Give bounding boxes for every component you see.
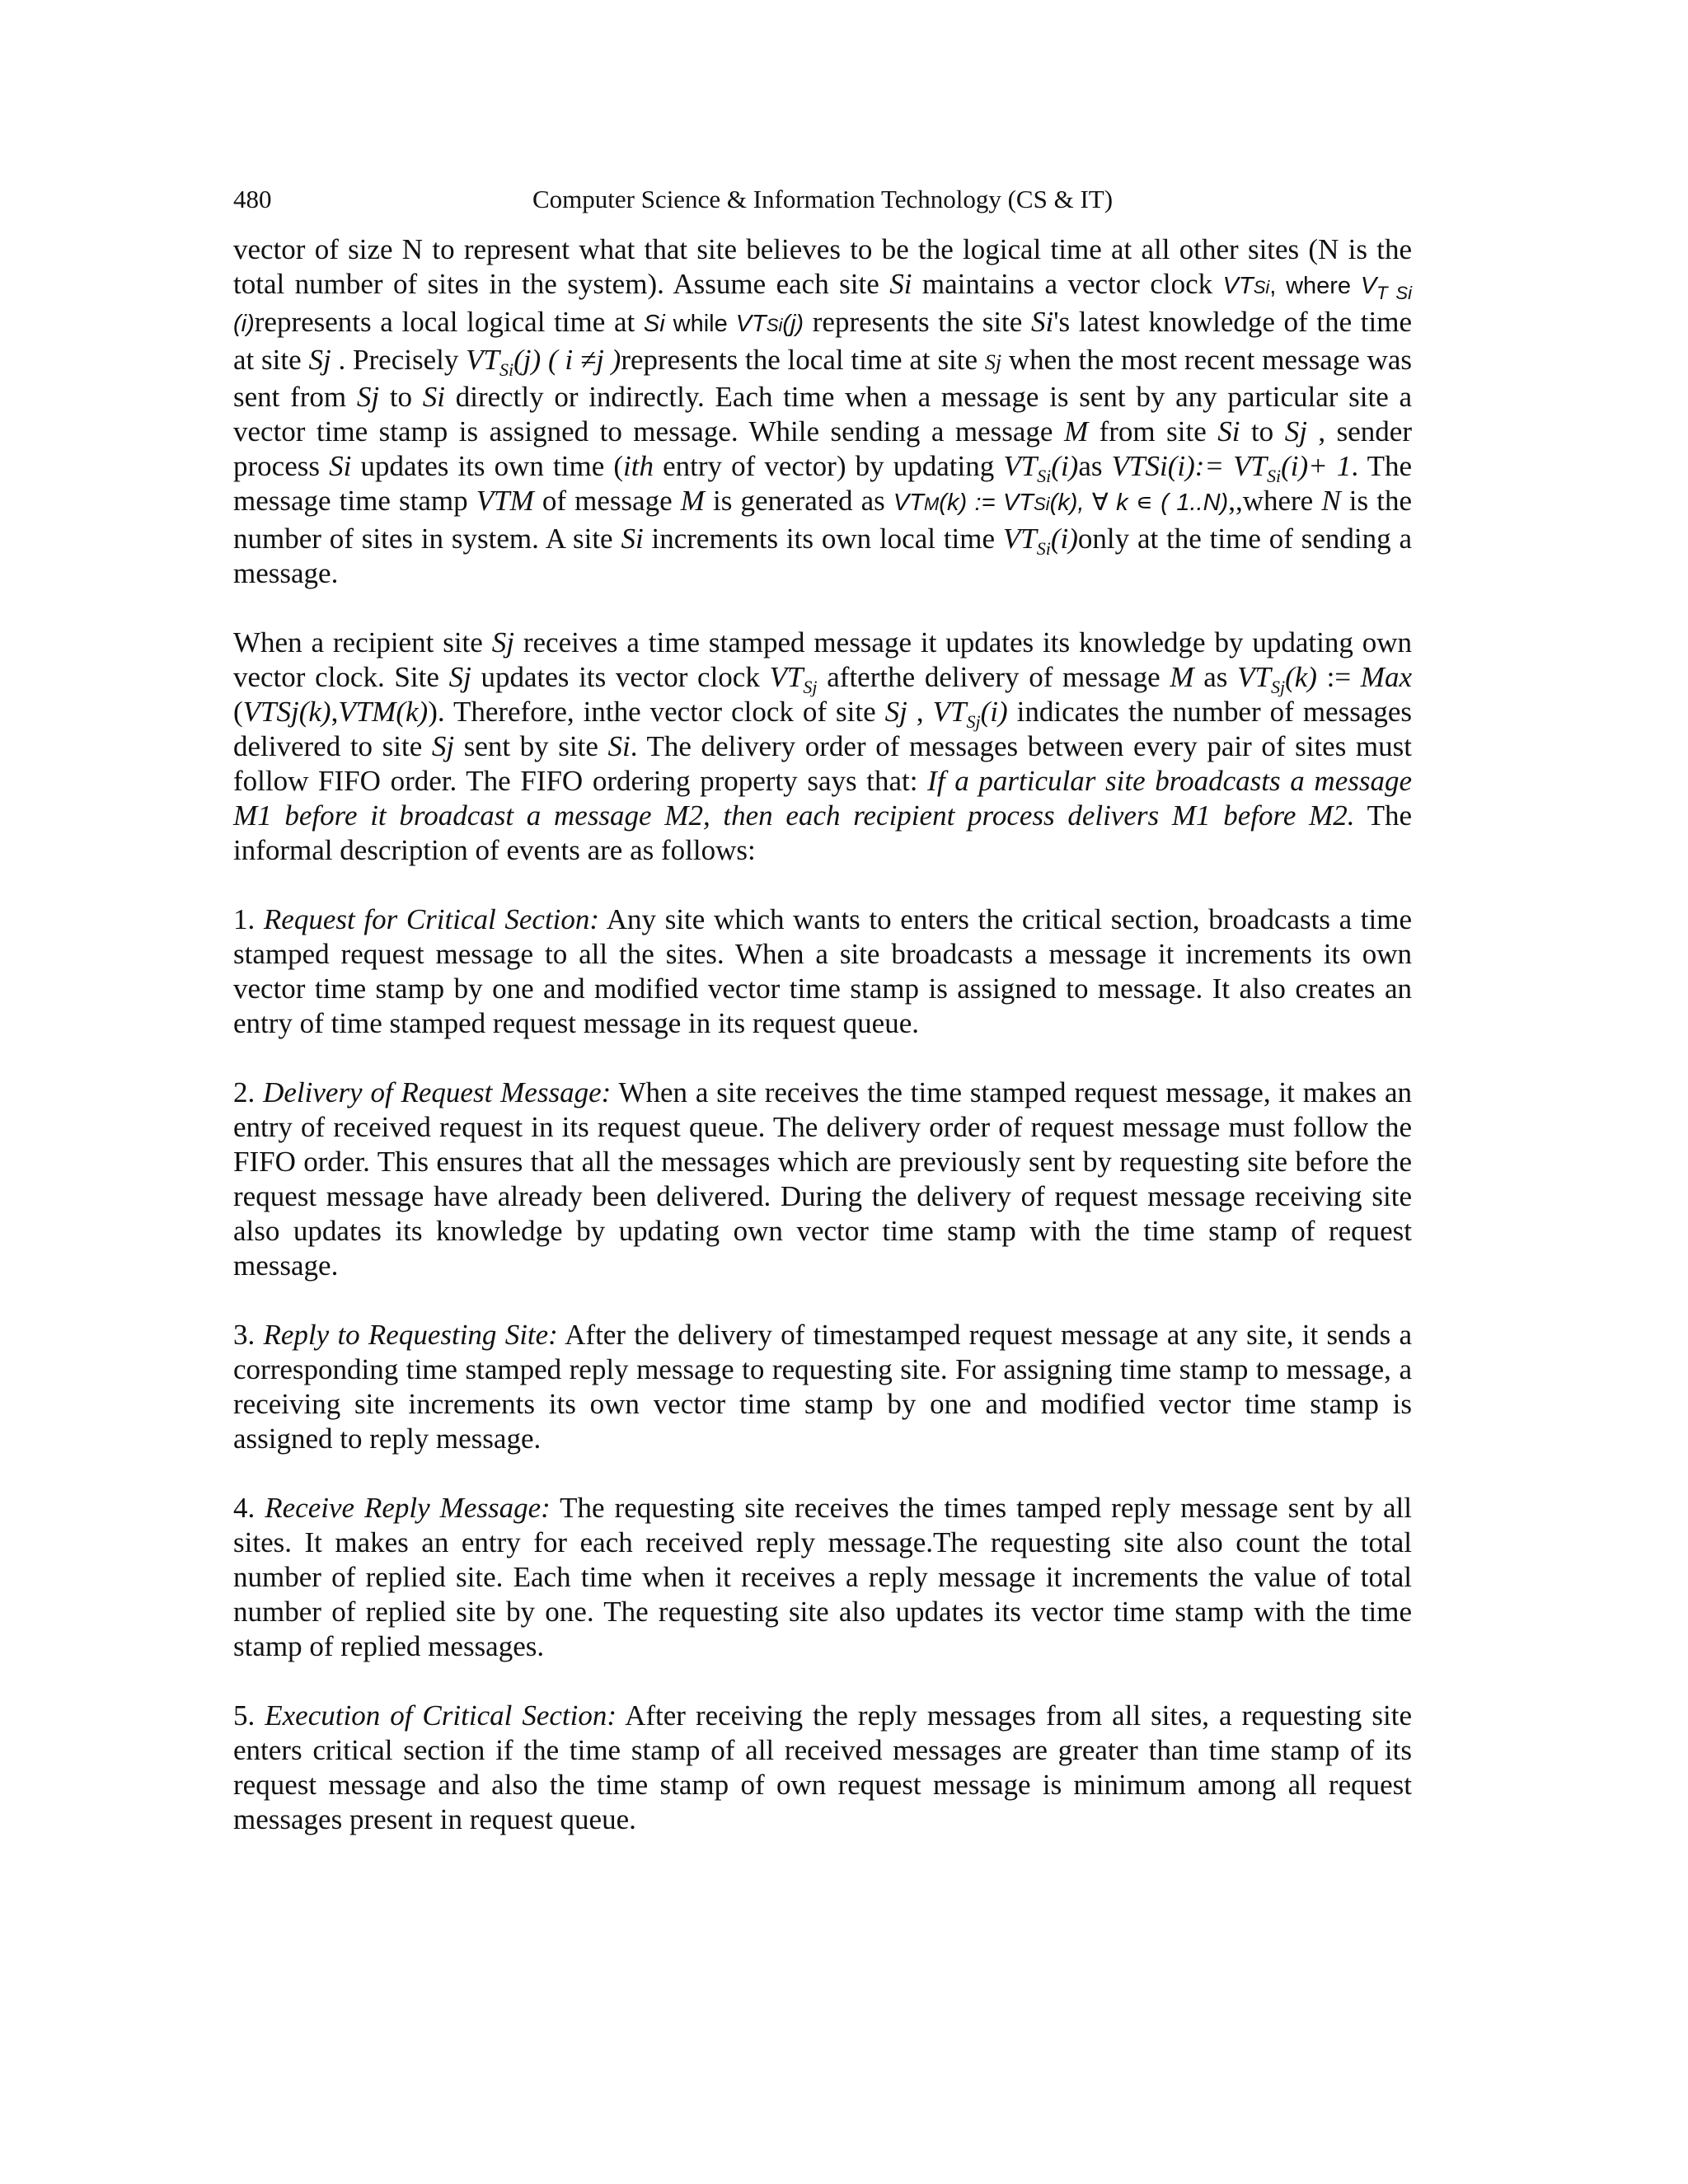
text-run: , xyxy=(331,696,339,728)
math-term xyxy=(893,490,1228,516)
math-term: VTM xyxy=(476,485,534,517)
paragraph-recipient-site xyxy=(233,626,1412,868)
math-term xyxy=(466,344,621,380)
math-term xyxy=(932,696,1008,732)
item-text: When a site receives the time stamped request message, it makes an entry of received request in its request queue. The delivery order of request message must follow the FIFO order. This ensures that all the messages which are previously sent by requesting site before the request message have already been delivered. During the delivery of request message receiving site also updates its knowledge by updating own vector time stamp with the time stamp of request message. xyxy=(233,1076,1413,1282)
math-part: Si xyxy=(499,359,514,380)
item-number: 5. xyxy=(233,1699,265,1732)
text-run: . Precisely xyxy=(331,344,467,376)
math-term: Si xyxy=(621,523,644,555)
math-term xyxy=(1002,523,1078,559)
item-text: The requesting site receives the times tamped reply message sent by all sites. It makes an entry for each received reply message.The requesting site also count the total number of replied site. Each time when it receives a reply message it increments the value of total number of replied site by one. The requesting site also updates its vector time stamp with the time stamp of replied messages. xyxy=(233,1492,1412,1662)
math-part: VT xyxy=(1237,661,1271,693)
math-term: Sj xyxy=(448,661,471,693)
fifo-property-statement: If a particular site broadcasts a message M1 before it broadcast a message M2, then each recipient process delivers M1 before M2. xyxy=(233,765,1413,832)
text-run: as xyxy=(1193,661,1238,693)
body-text xyxy=(233,232,1412,1872)
text-run: vector of size N to represent what that site believes to be the logical time at all other sites (N is the total number of sites in the system). Assume each site xyxy=(233,233,1412,300)
math-part: (j) ( i ≠j ) xyxy=(513,344,621,376)
math-part: Si xyxy=(1266,466,1282,486)
running-title: Computer Science & Information Technology (CS & IT) xyxy=(532,185,1114,213)
math-part: VT xyxy=(769,661,804,693)
text-run: only at the time of sending a message. xyxy=(233,523,1412,589)
math-part: Si xyxy=(1034,494,1050,514)
math-term: Sj xyxy=(884,696,907,728)
text-run: to xyxy=(1240,415,1285,448)
text-run: maintains a vector clock xyxy=(912,268,1223,300)
math-term xyxy=(1223,273,1270,299)
math-part: VT xyxy=(932,696,967,728)
text-run: entry of vector) by updating xyxy=(653,450,1004,482)
list-item-request-critical-section xyxy=(233,902,1412,1041)
text-run: receives a time stamped message it updates its knowledge by updating own vector clock. Site xyxy=(233,626,1412,693)
math-part: T Si xyxy=(1376,282,1412,303)
math-term: Si xyxy=(889,268,912,300)
list-item-delivery-request-message xyxy=(233,1076,1412,1283)
text-run: of message xyxy=(533,485,681,517)
math-part: Sj xyxy=(803,677,818,697)
text-run: as xyxy=(1078,450,1112,482)
text-run: := xyxy=(1316,661,1361,693)
math-part: (k), ∀ k ∊ ( 1..N) xyxy=(1049,490,1229,516)
math-part: (k) xyxy=(1285,661,1317,693)
math-term xyxy=(769,661,818,697)
list-item-reply-requesting-site xyxy=(233,1318,1412,1456)
math-term: Sj xyxy=(1284,415,1307,448)
math-term: Si xyxy=(1217,415,1240,448)
math-term: M xyxy=(1063,415,1089,448)
text-run: increments its own local time xyxy=(643,523,1003,555)
math-term xyxy=(736,311,804,337)
text-run: updates its own time ( xyxy=(351,450,624,482)
math-term: M xyxy=(1170,661,1194,693)
math-term: N xyxy=(1321,485,1341,517)
math-term: Sj xyxy=(431,730,455,762)
item-number: 1. xyxy=(233,903,264,935)
text-run: The informal description of events are as follows: xyxy=(233,799,1412,866)
text-run: , xyxy=(907,696,933,728)
math-part: Si xyxy=(766,315,783,335)
math-term: Max xyxy=(1360,661,1412,693)
text-run: When a recipient site xyxy=(233,626,492,658)
math-part: VT xyxy=(1002,523,1037,555)
math-term xyxy=(1003,450,1079,486)
text-run: represents the local time at site xyxy=(621,344,985,376)
text-run: ( xyxy=(233,696,243,728)
list-item-receive-reply-message xyxy=(233,1491,1412,1664)
math-part: (k) := VT xyxy=(939,490,1034,516)
text-run: , sender process xyxy=(233,415,1412,482)
item-heading: Receive Reply Message: xyxy=(265,1492,551,1524)
text-run: directly or indirectly. Each time when a message is sent by any particular site a vector time stamp is assigned to message. While sending a message xyxy=(233,381,1412,448)
math-term: Sj xyxy=(984,350,1002,374)
text-run: represents a local logical time at xyxy=(254,306,644,338)
text-run: while xyxy=(664,311,736,337)
math-part: Si xyxy=(1253,277,1270,298)
item-text: Any site which wants to enters the critical section, broadcasts a time stamped request message to all the sites. When a site broadcasts a message it increments its own vector time stamp by one and modified vector time stamp is assigned to message. It also creates an entry of time stamped request message in its request queue. xyxy=(233,903,1413,1039)
math-term: Sj xyxy=(356,381,380,413)
math-term: Si xyxy=(643,311,665,337)
item-number: 3. xyxy=(233,1319,264,1351)
text-run: represents the site xyxy=(804,306,1031,338)
item-heading: Delivery of Request Message: xyxy=(263,1076,612,1108)
math-term: Si xyxy=(422,381,445,413)
text-run: to xyxy=(379,381,423,413)
text-run: is generated as xyxy=(704,485,893,517)
list-item-execution-critical-section xyxy=(233,1699,1412,1837)
math-term: Si xyxy=(607,730,631,762)
page-number: 480 xyxy=(233,185,272,213)
item-heading: Reply to Requesting Site: xyxy=(263,1319,558,1351)
math-part: VTSi(i):= VT xyxy=(1111,450,1267,482)
text-run: sent by site xyxy=(454,730,608,762)
math-part: Si xyxy=(1036,538,1051,559)
math-term: M xyxy=(680,485,705,517)
math-term: Si xyxy=(329,450,352,482)
math-part: VT xyxy=(1222,273,1254,299)
math-part: VT xyxy=(735,311,767,337)
math-part: (i) xyxy=(1051,450,1079,482)
math-part: (j) xyxy=(782,311,804,337)
text-run: from site xyxy=(1088,415,1218,448)
text-run: ,,where xyxy=(1228,485,1322,517)
math-term xyxy=(1111,450,1352,486)
text-run: when the most recent message was sent from xyxy=(233,344,1412,413)
text-run: , where xyxy=(1269,273,1361,299)
text-run: 's latest knowledge of the time at site xyxy=(233,306,1413,376)
text-run: . The message time stamp xyxy=(233,450,1413,517)
math-term xyxy=(1237,661,1317,697)
item-number: 2. xyxy=(233,1076,264,1108)
math-part: (i)+ 1 xyxy=(1281,450,1352,482)
item-heading: Request for Critical Section: xyxy=(263,903,600,935)
math-term: ith xyxy=(623,450,654,482)
math-part: VT xyxy=(1003,450,1038,482)
text-run: . The delivery order of messages between every pair of sites must follow FIFO order. The FIFO ordering property says that: xyxy=(233,730,1413,797)
math-term: Si xyxy=(1030,306,1054,338)
item-text: After the delivery of timestamped request message at any site, it sends a corresponding time stamped reply message to requesting site. For assigning time stamp to message, a receiving site increments its own vector time stamp by one and modified vector time stamp is assigned to reply message. xyxy=(233,1319,1413,1455)
math-part: Sj xyxy=(1270,677,1286,697)
math-part: (i) xyxy=(233,311,255,337)
math-part: (i) xyxy=(1050,523,1078,555)
text-run: afterthe delivery of message xyxy=(817,661,1170,693)
page-header xyxy=(233,183,1412,216)
math-part: Si xyxy=(1037,466,1052,486)
math-part: Sj xyxy=(966,711,981,732)
text-run: is the number of sites in system. A site xyxy=(233,485,1412,555)
math-part: VT xyxy=(893,490,924,516)
math-part: V xyxy=(1360,273,1377,299)
math-term: VTM(k) xyxy=(338,696,429,728)
text-run: updates its vector clock xyxy=(471,661,770,693)
paragraph-vector-clock xyxy=(233,232,1412,591)
item-text: After receiving the reply messages from all sites, a requesting site enters critical section if the time stamp of all received messages are greater than time stamp of its request message and also the time stamp of own request message is minimum among all request messages present in request queue. xyxy=(233,1699,1412,1835)
item-number: 4. xyxy=(233,1492,265,1524)
math-part: VT xyxy=(466,344,499,376)
math-term: VTSj(k) xyxy=(242,696,331,728)
math-term: Sj xyxy=(491,626,514,658)
item-heading: Execution of Critical Section: xyxy=(265,1699,617,1732)
text-run: ). Therefore, inthe vector clock of site xyxy=(428,696,885,728)
math-part: (i) xyxy=(980,696,1008,728)
text-run: indicates the number of messages delivered to site xyxy=(233,696,1413,762)
math-part: M xyxy=(923,494,940,514)
math-term: Sj xyxy=(308,344,331,376)
